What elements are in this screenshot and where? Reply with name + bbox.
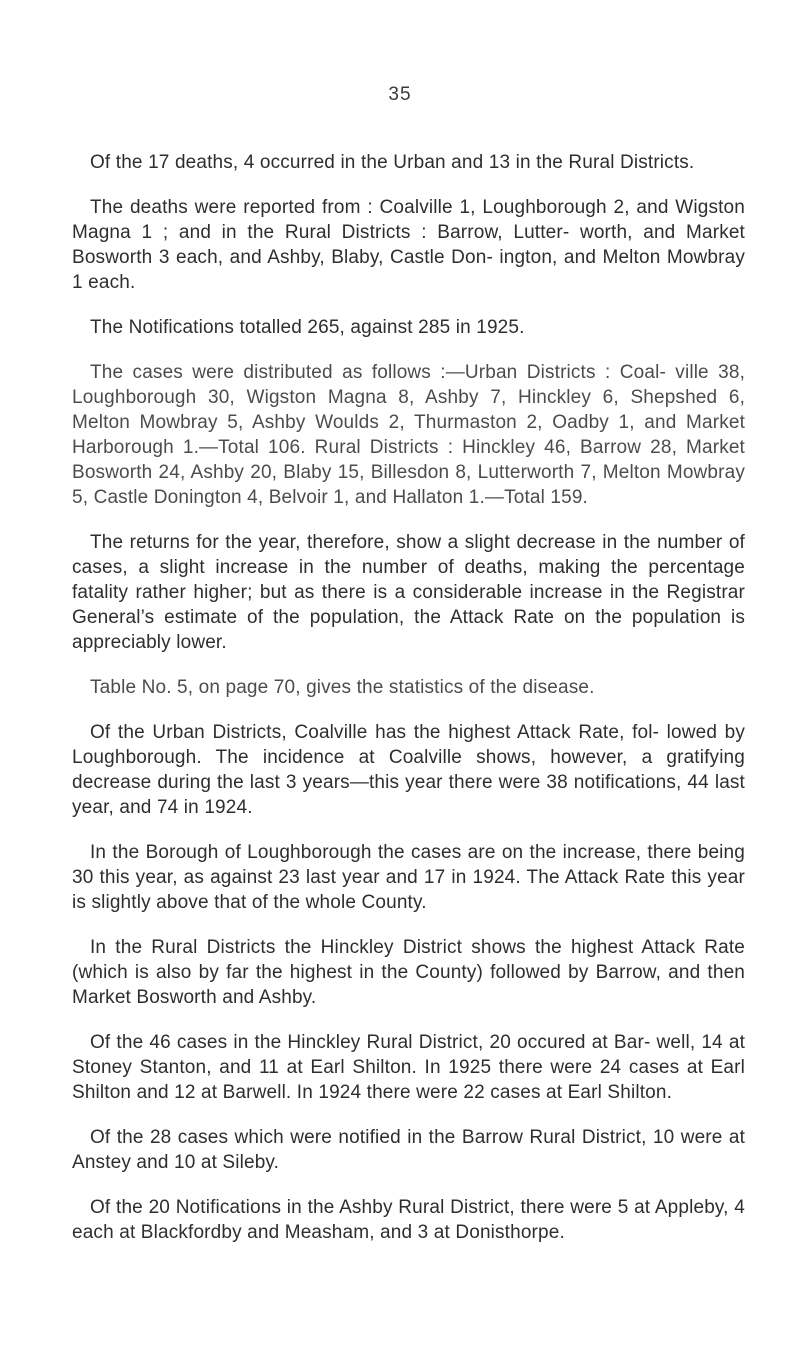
body-text [72,150,745,1245]
paragraph-table-reference: Table No. 5, on page 70, gives the statistics of the disease. [90,677,595,698]
paragraph-returns: The returns for the year, therefore, show a slight decrease in the number of cases, a slight increase in the number of deaths, making the percentage fatality rather higher; but as there is a considerable increase in the Registrar General’s estimate of the population, the Attack Rate on the population is appreciably lower. [72,532,745,653]
paragraph-notifications-total: The Notifications totalled 265, against 285 in 1925. [90,317,525,338]
paragraph-deaths-summary: Of the 17 deaths, 4 occurred in the Urban and 13 in the Rural Districts. [90,152,695,173]
paragraph-barrow: Of the 28 cases which were notified in the Barrow Rural District, 10 were at Anstey and 10 at Sileby. [72,1127,745,1173]
paragraph-rural-districts: In the Rural Districts the Hinckley District shows the highest Attack Rate (which is also by far the highest in the County) followed by Barrow, and then Market Bosworth and Ashby. [72,937,745,1008]
page-number: 35 [388,84,412,105]
paragraph-urban-districts: Of the Urban Districts, Coalville has the highest Attack Rate, fol- lowed by Loughborough. The incidence at Coalville shows, however, a gratifying decrease during the last 3 years—this year there were 38 notifications, 44 last year, and 74 in 1924. [72,722,745,818]
paragraph-ashby: Of the 20 Notifications in the Ashby Rural District, there were 5 at Appleby, 4 each at Blackfordby and Measham, and 3 at Donisthorpe. [72,1197,745,1243]
paragraph-loughborough: In the Borough of Loughborough the cases are on the increase, there being 30 this year, as against 23 last year and 17 in 1924. The Attack Rate this year is slightly above that of the whole County. [72,842,745,913]
paragraph-deaths-reported: The deaths were reported from : Coalville 1, Loughborough 2, and Wigston Magna 1 ; and in the Rural Districts : Barrow, Lutter- worth, and Market Bosworth 3 each, and Ashby, Blaby, Castle Don- ington, and Melton Mowbray 1 each. [72,197,745,293]
paragraph-hinckley: Of the 46 cases in the Hinckley Rural District, 20 occured at Bar- well, 14 at Stoney Stanton, and 11 at Earl Shilton. In 1925 there were 24 cases at Earl Shilton and 12 at Barwell. In 1924 there were 22 cases at Earl Shilton. [72,1032,745,1103]
paragraph-case-distribution: The cases were distributed as follows :—Urban Districts : Coal- ville 38, Loughborough 30, Wigston Magna 8, Ashby 7, Hinckley 6, Shepshed 6, Melton Mowbray 5, Ashby Woulds 2, Thurmaston 2, Oadby 1, and Market Harborough 1.—Total 106. Rural Districts : Hinckley 46, Barrow 28, Market Bosworth 24, Ashby 20, Blaby 15, Billesdon 8, Lutterworth 7, Melton Mowbray 5, Castle Donington 4, Belvoir 1, and Hallaton 1.—Total 159. [72,362,745,508]
